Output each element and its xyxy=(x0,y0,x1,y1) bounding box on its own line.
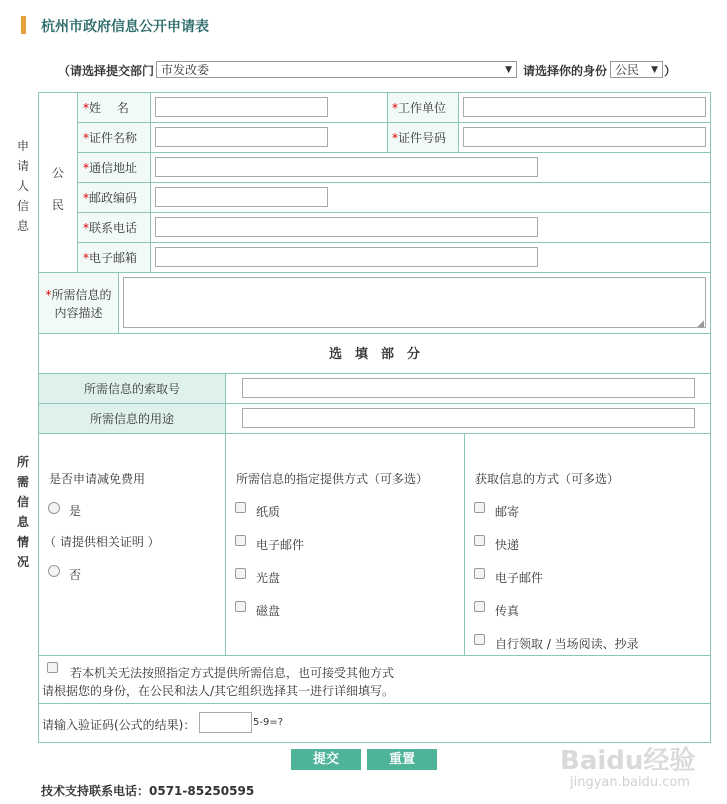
info-section-label xyxy=(16,452,30,572)
name-label: 姓 名 xyxy=(89,101,129,115)
fee-yes-radio[interactable] xyxy=(48,502,60,514)
address-label: 通信地址 xyxy=(89,161,138,175)
dept-prefix: （请选择提交部门 xyxy=(58,64,155,78)
index-label-cell: 所需信息的索取号 xyxy=(38,373,226,404)
content-desc-label-line1: 所需信息的 xyxy=(51,288,112,302)
fee-note: （ 请提供相关证明 ） xyxy=(44,535,160,549)
phone-label: 联系电话 xyxy=(89,221,138,235)
work-unit-label-cell xyxy=(387,92,459,123)
dept-suffix: ） xyxy=(664,64,677,78)
optional-section-header: 选 填 部 分 xyxy=(38,333,711,374)
work-unit-label: 工作单位 xyxy=(398,101,447,115)
id-name-label-cell xyxy=(77,122,151,153)
content-desc-label-line2: 内容描述 xyxy=(54,306,103,320)
postcode-input[interactable] xyxy=(155,187,328,207)
applicant-section-text: 申请人信息 xyxy=(16,139,29,233)
email-input[interactable] xyxy=(155,247,538,267)
obtain-mail-label: 邮寄 xyxy=(495,505,520,519)
phone-label-cell xyxy=(77,212,151,243)
obtain-fax-label: 传真 xyxy=(495,604,520,618)
department-select[interactable] xyxy=(156,61,517,78)
identity-select-value: 公民 xyxy=(615,63,640,77)
obtain-express-checkbox[interactable] xyxy=(474,535,485,546)
work-unit-input[interactable] xyxy=(463,97,706,117)
identity-select[interactable] xyxy=(610,61,663,78)
provide-cd-checkbox[interactable] xyxy=(235,568,246,579)
obtain-self-pickup-checkbox[interactable] xyxy=(474,634,485,645)
content-desc-label-cell xyxy=(38,272,119,334)
index-number-input[interactable] xyxy=(242,378,695,398)
fee-no-label: 否 xyxy=(69,568,82,582)
captcha-input[interactable] xyxy=(199,712,252,733)
reset-button[interactable]: 重置 xyxy=(367,749,437,770)
alt-method-checkbox[interactable] xyxy=(47,662,58,673)
obtain-self-pickup-label: 自行领取 / 当场阅读、抄录 xyxy=(495,637,639,651)
required-mark: * xyxy=(45,288,52,302)
captcha-label: 请输入验证码(公式的结果)： xyxy=(42,718,196,732)
required-mark: * xyxy=(392,100,398,115)
applicant-type-label xyxy=(51,157,65,221)
identity-instruction: 请根据您的身份，在公民和法人/其它组织选择其一进行详细填写。 xyxy=(42,684,395,698)
id-number-label: 证件号码 xyxy=(398,131,447,145)
chevron-down-icon: ▼ xyxy=(651,64,658,75)
purpose-label-cell: 所需信息的用途 xyxy=(38,403,226,434)
obtain-express-label: 快递 xyxy=(495,538,520,552)
required-mark: * xyxy=(83,220,89,235)
purpose-input[interactable] xyxy=(242,408,695,428)
applicant-type-text: 公民 xyxy=(51,166,64,212)
id-number-input[interactable] xyxy=(463,127,706,147)
provide-disk-label: 磁盘 xyxy=(256,604,281,618)
title-accent-bar xyxy=(21,16,26,34)
address-input[interactable] xyxy=(155,157,538,177)
page-title: 杭州市政府信息公开申请表 xyxy=(41,19,209,35)
id-number-label-cell xyxy=(387,122,459,153)
required-mark: * xyxy=(83,130,89,145)
alt-method-text: 若本机关无法按照指定方式提供所需信息，也可接受其他方式 xyxy=(70,666,395,680)
obtain-email-checkbox[interactable] xyxy=(474,568,485,579)
provide-email-label: 电子邮件 xyxy=(256,538,305,552)
fee-yes-label: 是 xyxy=(69,504,82,518)
provide-title: 所需信息的指定提供方式（可多选） xyxy=(236,472,429,486)
watermark-url: jingyan.baidu.com xyxy=(570,775,690,790)
fee-no-radio[interactable] xyxy=(48,565,60,577)
resize-handle-icon: ◢ xyxy=(697,319,704,329)
address-label-cell xyxy=(77,152,151,183)
email-label: 电子邮箱 xyxy=(89,251,138,265)
provide-email-checkbox[interactable] xyxy=(235,535,246,546)
captcha-formula: 5-9=? xyxy=(253,717,284,728)
provide-disk-checkbox[interactable] xyxy=(235,601,246,612)
name-label-cell xyxy=(77,92,151,123)
name-input[interactable] xyxy=(155,97,328,117)
provide-cd-label: 光盘 xyxy=(256,571,281,585)
applicant-section-label xyxy=(16,136,30,236)
identity-label: 请选择你的身份 xyxy=(523,64,608,78)
required-mark: * xyxy=(392,130,398,145)
chevron-down-icon: ▼ xyxy=(505,64,512,75)
obtain-email-label: 电子邮件 xyxy=(495,571,544,585)
required-mark: * xyxy=(83,160,89,175)
postcode-label-cell xyxy=(77,182,151,213)
id-name-label: 证件名称 xyxy=(89,131,138,145)
support-phone: 技术支持联系电话：0571-85250595 xyxy=(41,784,255,798)
content-desc-textarea[interactable] xyxy=(123,277,706,328)
obtain-mail-checkbox[interactable] xyxy=(474,502,485,513)
info-section-text: 所需信息情况 xyxy=(16,455,29,569)
required-mark: * xyxy=(83,100,89,115)
provide-paper-label: 纸质 xyxy=(256,505,281,519)
submit-button[interactable]: 提交 xyxy=(291,749,361,770)
postcode-label: 邮政编码 xyxy=(89,191,138,205)
email-label-cell xyxy=(77,242,151,273)
fee-title: 是否申请减免费用 xyxy=(49,472,146,486)
required-mark: * xyxy=(83,190,89,205)
id-name-input[interactable] xyxy=(155,127,328,147)
department-select-value: 市发改委 xyxy=(161,63,210,77)
provide-paper-checkbox[interactable] xyxy=(235,502,246,513)
phone-input[interactable] xyxy=(155,217,538,237)
watermark-brand: Baidu经验 xyxy=(560,746,696,776)
obtain-title: 获取信息的方式（可多选） xyxy=(475,472,620,486)
obtain-fax-checkbox[interactable] xyxy=(474,601,485,612)
required-mark: * xyxy=(83,250,89,265)
